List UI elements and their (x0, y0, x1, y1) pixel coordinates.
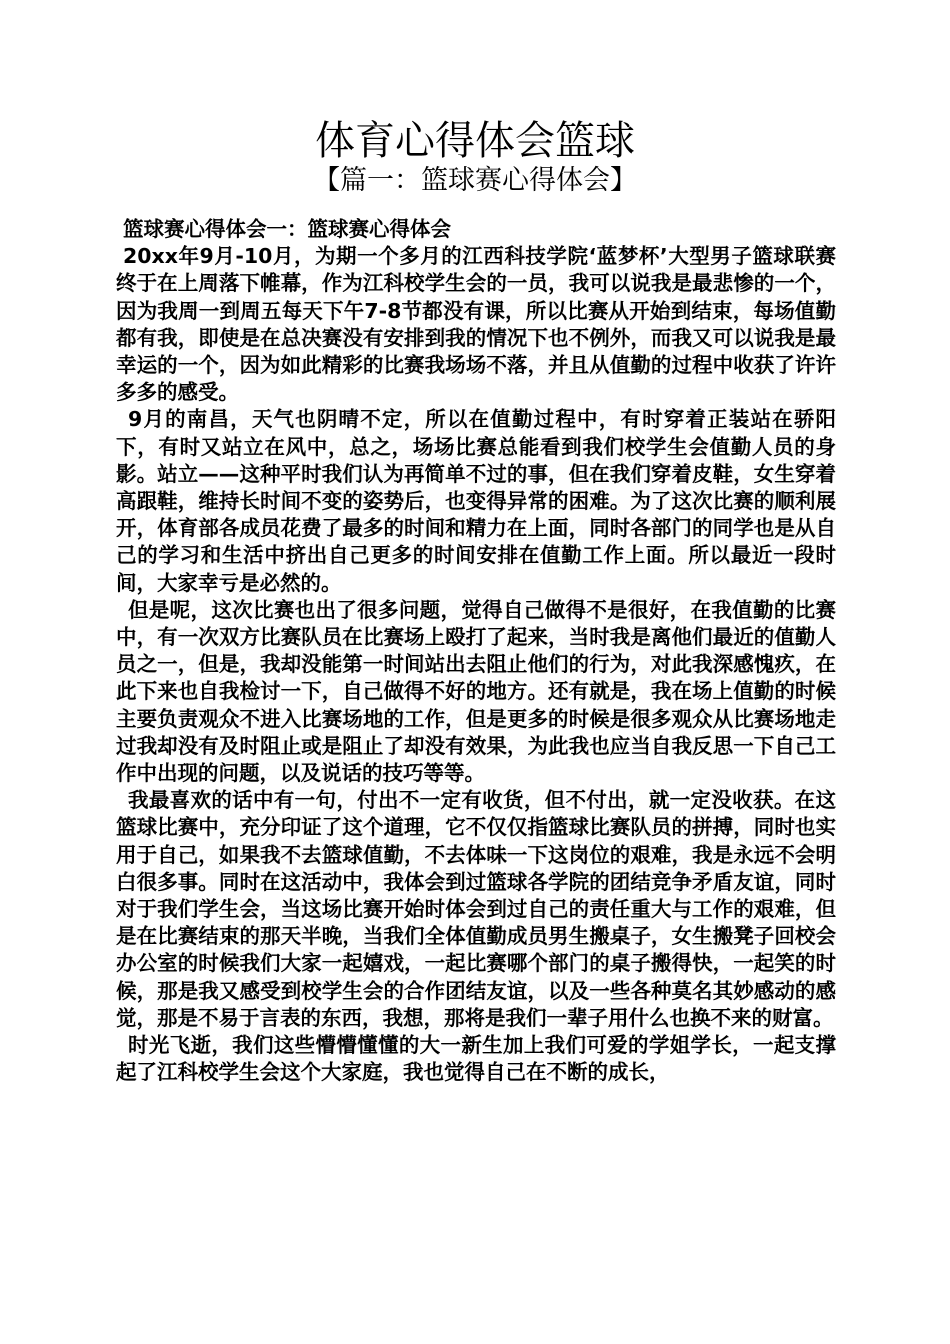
document-body (116, 216, 836, 1087)
document-title: 体育心得体会篮球 (315, 118, 635, 164)
section-heading: 篮球赛心得体会一：篮球赛心得体会 (123, 217, 451, 241)
paragraph-3: 但是呢，这次比赛也出了很多问题，觉得自己做得不是很好，在我值勤的比赛中，有一次双方比赛队员在比赛场上殴打了起来，当时我是离他们最近的值勤人员之一，但是，我却没能第一时间站出去阻止他们的行为，对此我深感愧疚，在此下来也自我检讨一下，自己做得不好的地方。还有就是，我在场上值勤的时候主要负责观众不进入比赛场地的工作，但是更多的时候是很多观众从比赛场地走过我却没有及时阻止或是阻止了却没有效果，为此我也应当自我反思一下自己工作中出现的问题，以及说话的技巧等等。 (116, 597, 836, 786)
paragraph-5: 时光飞逝，我们这些懵懵懂懂的大一新生加上我们可爱的学姐学长，一起支撑起了江科校学生会这个大家庭，我也觉得自己在不断的成长， (116, 1033, 836, 1085)
paragraph-1: 20xx年9月-10月，为期一个多月的江西科技学院‘蓝梦杯’大型男子篮球联赛终于在上周落下帷幕，作为江科校学生会的一员，我可以说我是最悲惨的一个，因为我周一到周五每天下午7-8节都没有课，所以比赛从开始到结束，每场值勤都有我，即使是在总决赛没有安排到我的情况下也不例外，而我又可以说我是最幸运的一个，因为如此精彩的比赛我场场不落，并且从值勤的过程中收获了许许多多的感受。 (116, 244, 836, 405)
paragraph-4: 我最喜欢的话中有一句，付出不一定有收货，但不付出，就一定没收获。在这篮球比赛中，充分印证了这个道理，它不仅仅指篮球比赛队员的拼搏，同时也实用于自己，如果我不去篮球值勤，不去体味一下这岗位的艰难，我是永远不会明白很多事。同时在这活动中，我体会到过篮球各学院的团结竞争矛盾友谊，同时对于我们学生会，当这场比赛开始时体会到过自己的责任重大与工作的艰难，但是在比赛结束的那天半晚，当我们全体值勤成员男生搬桌子，女生搬凳子回校会办公室的时候我们大家一起嬉戏，一起比赛哪个部门的桌子搬得快，一起笑的时候，那是我又感受到校学生会的合作团结友谊，以及一些各种莫名其妙感动的感觉，那是不易于言表的东西，我想，那将是我们一辈子用什么也换不来的财富。 (116, 788, 836, 1030)
document-subtitle: 【篇一：篮球赛心得体会】 (313, 165, 637, 196)
paragraph-2: 9月的南昌，天气也阴晴不定，所以在值勤过程中，有时穿着正装站在骄阳下，有时又站立在风中，总之，场场比赛总能看到我们校学生会值勤人员的身影。站立——这种平时我们认为再简单不过的事，但在我们穿着皮鞋，女生穿着高跟鞋，维持长时间不变的姿势后，也变得异常的困难。为了这次比赛的顺利展开，体育部各成员花费了最多的时间和精力在上面，同时各部门的同学也是从自己的学习和生活中挤出自己更多的时间安排在值勤工作上面。所以最近一段时间，大家幸亏是必然的。 (116, 407, 836, 595)
